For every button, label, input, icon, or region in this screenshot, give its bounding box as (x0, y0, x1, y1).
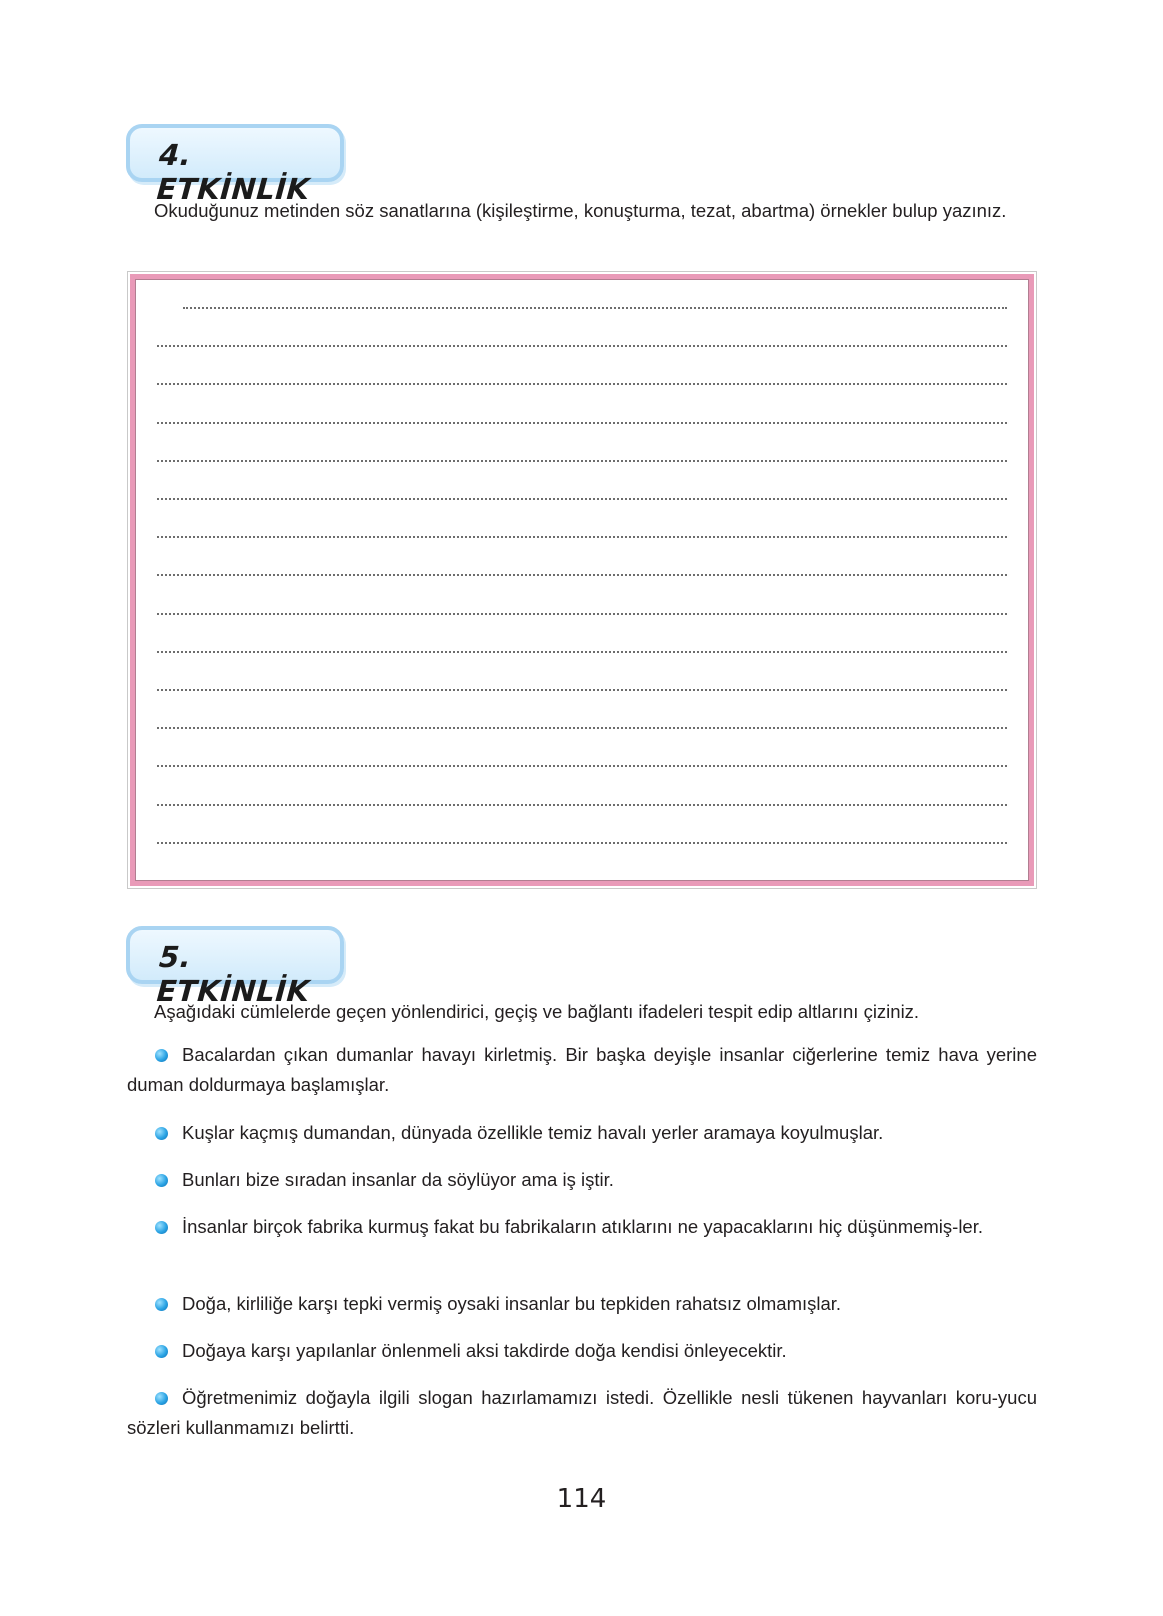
writing-line (157, 689, 1007, 691)
writing-line (183, 307, 1007, 309)
sentence-text: Kuşlar kaçmış dumandan, dünyada özellikle temiz havalı yerler aramaya koyulmuşlar. (182, 1122, 884, 1143)
activity-4-instruction-text: Okuduğunuz metinden söz sanatlarına (kişileştirme, konuşturma, tezat, abartma) örnekler bulup yazınız. (154, 200, 1007, 221)
writing-line (157, 613, 1007, 615)
bullet-icon (155, 1049, 168, 1062)
bullet-icon (155, 1345, 168, 1358)
writing-line (157, 345, 1007, 347)
page-number: 114 (556, 1484, 607, 1514)
bullet-icon (155, 1127, 168, 1140)
writing-line (157, 536, 1007, 538)
sentence-text: Bacalardan çıkan dumanlar havayı kirletmiş. Bir başka deyişle insanlar ciğerlerine temiz hava yerine duman doldurmaya başlamışlar. (127, 1044, 1037, 1095)
sentence-text: Doğa, kirliliğe karşı tepki vermiş oysaki insanlar bu tepkiden rahatsız olmamışlar. (182, 1293, 842, 1314)
bullet-icon (155, 1174, 168, 1187)
sentence-text: Öğretmenimiz doğayla ilgili slogan hazırlamamızı istedi. Özellikle nesli tükenen hayvanları koru-yucu sözleri kullanmamızı belirtti. (127, 1387, 1037, 1438)
activity-5-instruction (127, 997, 1037, 1027)
activity-4-badge (126, 124, 344, 206)
writing-line (157, 842, 1007, 844)
writing-area[interactable] (130, 274, 1034, 886)
activity-5-instruction-text: Aşağıdaki cümlelerde geçen yönlendirici, geçiş ve bağlantı ifadeleri tespit edip altlarını çiziniz. (154, 1001, 920, 1022)
sentence-text: Doğaya karşı yapılanlar önlenmeli aksi takdirde doğa kendisi önleyecektir. (182, 1340, 787, 1361)
sentence-text: Bunları bize sıradan insanlar da söylüyor ama iş iştir. (182, 1169, 614, 1190)
activity-4-instruction (127, 196, 1037, 226)
writing-line (157, 460, 1007, 462)
writing-line (157, 804, 1007, 806)
sentence-item-6 (127, 1336, 1037, 1366)
bullet-icon (155, 1221, 168, 1234)
activity-4-title: 4. ETKİNLİK (155, 138, 311, 206)
writing-line (157, 383, 1007, 385)
activity-5-badge (126, 926, 344, 1008)
sentence-item-3 (127, 1165, 1037, 1195)
writing-line (157, 727, 1007, 729)
bullet-icon (155, 1298, 168, 1311)
sentence-item-1 (127, 1040, 1037, 1100)
writing-line (157, 422, 1007, 424)
sentence-text: İnsanlar birçok fabrika kurmuş fakat bu fabrikaların atıklarını ne yapacaklarını hiç düşünmemiş-ler. (182, 1216, 984, 1237)
sentence-item-7 (127, 1383, 1037, 1443)
writing-line (157, 765, 1007, 767)
sentence-item-4 (127, 1212, 1037, 1242)
writing-line (157, 498, 1007, 500)
writing-line (157, 574, 1007, 576)
bullet-icon (155, 1392, 168, 1405)
sentence-item-2 (127, 1118, 1037, 1148)
sentence-item-5 (127, 1289, 1037, 1319)
writing-line (157, 651, 1007, 653)
activity-5-title: 5. ETKİNLİK (155, 940, 311, 1008)
